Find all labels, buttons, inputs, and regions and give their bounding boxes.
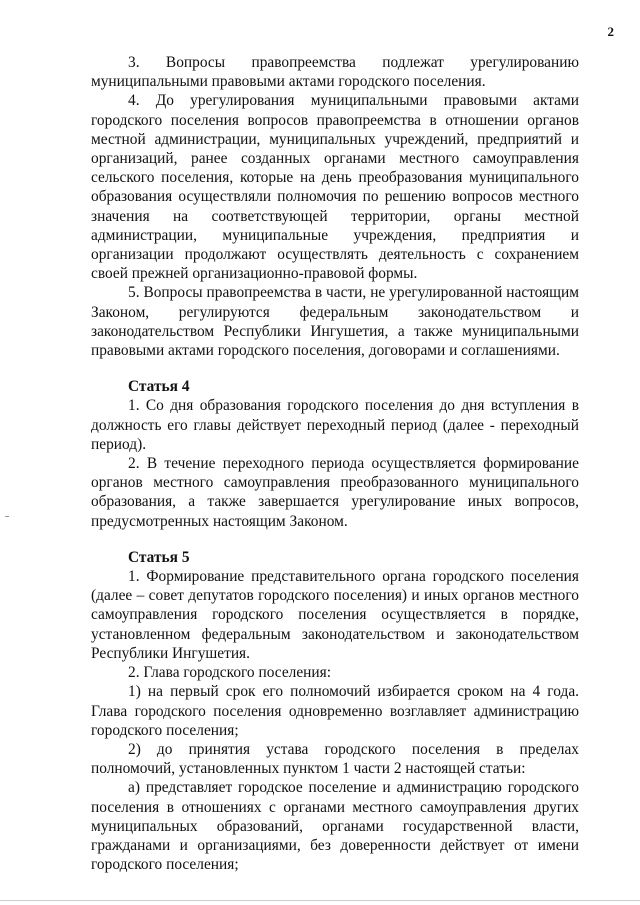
paragraph: а) представляет городское поселение и администрацию городского поселения в отношениях с органами местного самоуправления других муниципальных образований, органами государственной власти, гражданами и организациями, без доверенности действует от имени городского поселения; (91, 779, 579, 874)
paragraph: 1. Со дня образования городского поселения до дня вступления в должность его главы действует переходный период (далее - переходный период). (91, 397, 579, 453)
paragraph: 3. Вопросы правопреемства подлежат урегулированию муниципальными правовыми актами городского поселения. (91, 54, 579, 91)
scan-bottom-line (0, 900, 640, 901)
paragraph: 2) до принятия устава городского поселения в пределах полномочий, установленных пунктом 1 части 2 настоящей статьи: (91, 740, 579, 778)
article-heading: Статья 4 (128, 378, 190, 396)
paragraph: 2. В течение переходного периода осуществляется формирование органов местного самоуправления преобразованного муниципального образования, а также завершается урегулирование иных вопросов, предусмотренных настоящим Законом. (91, 455, 579, 530)
paragraph-gap (91, 531, 579, 548)
paragraph: 2. Глава городского поселения: (128, 664, 331, 682)
paragraph: 5. Вопросы правопреемства в части, не урегулированной настоящим Законом, регулируются федеральным законодательством и законодательством Республики Ингушетия, а также муниципальными правовыми актами городского поселения, договорами и соглашениями. (91, 284, 579, 360)
document-body (91, 53, 579, 874)
paragraph: 1. Формирование представительного органа городского поселения (далее – совет депутатов городского поселения) и иных органов местного самоуправления городского поселения осуществляется в порядке, установленном федеральным законодательством и законодательством Республики Ингушетия. (91, 568, 579, 662)
page-number: 2 (607, 24, 614, 39)
paragraph: 1) на первый срок его полномочий избирается сроком на 4 года. Глава городского поселения одновременно возглавляет администрацию городского поселения; (91, 683, 579, 739)
paragraph: 4. До урегулирования муниципальными правовыми актами городского поселения вопросов правопреемства в отношении органов местной администрации, муниципальных учреждений, предприятий и организаций, ранее созданных органами местного самоуправления сельского поселения, которые на день преобразования муниципального образования осуществляли полномочия по решению вопросов местного значения на соответствующей территории, органы местной администрации, муниципальные учреждения, предприятия и организации продолжают осуществлять деятельность с сохранением своей прежней организационно-правовой формы. (91, 92, 579, 283)
article-heading: Статья 5 (128, 548, 190, 566)
scan-edge-mark (5, 516, 9, 517)
paragraph-gap (91, 360, 579, 377)
